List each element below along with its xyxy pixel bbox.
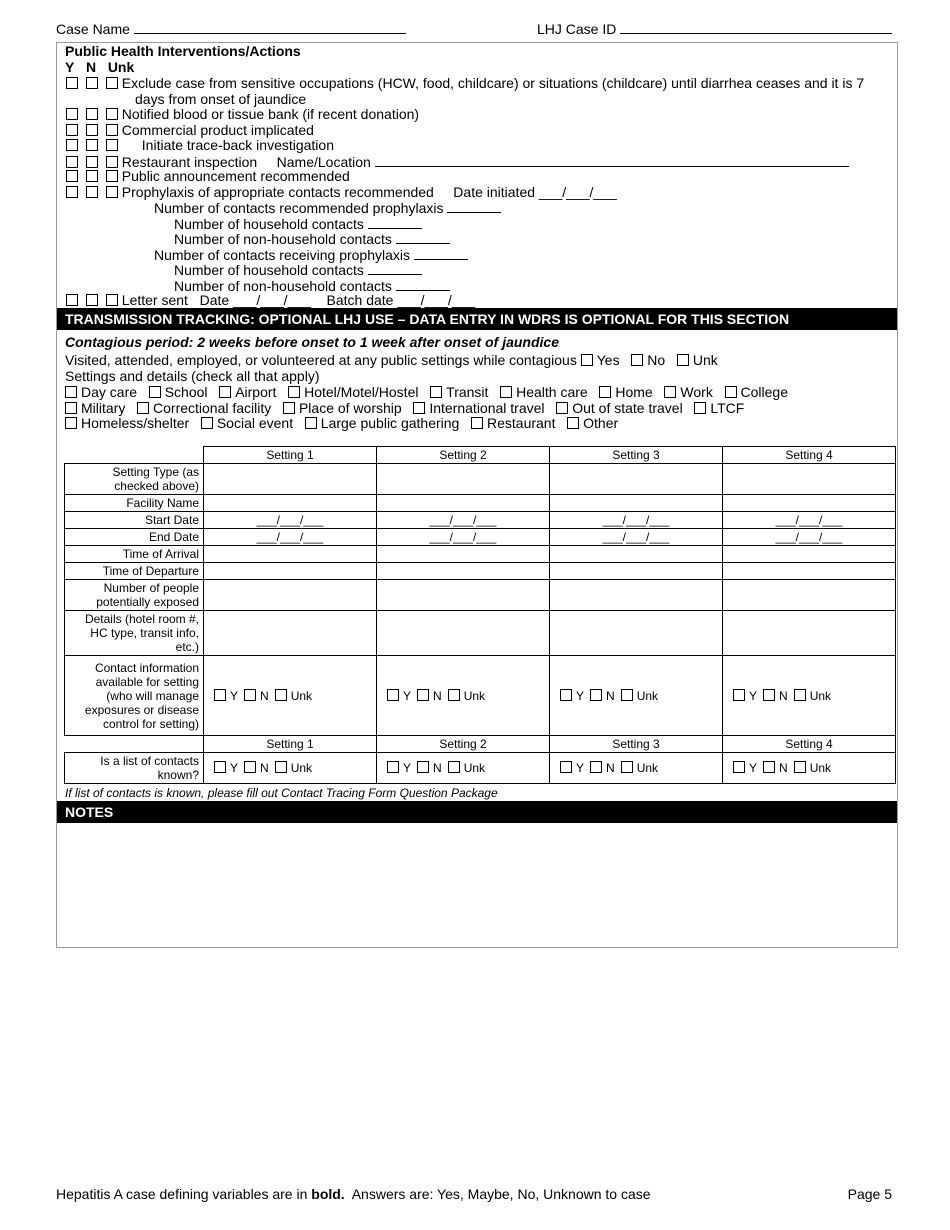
row-label-type: Setting Type (as checked above) xyxy=(65,464,204,495)
case-name-label: Case Name xyxy=(56,21,130,37)
exclude-unk-checkbox[interactable] xyxy=(106,77,118,89)
cell-input[interactable] xyxy=(723,563,896,580)
airport-label: Airport xyxy=(235,384,277,400)
y-label: Y xyxy=(749,688,758,703)
blood-unk-checkbox[interactable] xyxy=(106,108,118,120)
cell-input[interactable] xyxy=(723,580,896,611)
unk-checkbox[interactable] xyxy=(275,761,287,773)
rec-nonhousehold xyxy=(174,230,450,247)
form-header xyxy=(56,20,896,38)
unk-label: Unk xyxy=(636,761,659,775)
contacts-receiving-label: Number of contacts receiving prophylaxis xyxy=(154,247,411,263)
settings-label: Settings and details (check all that apply) xyxy=(65,368,320,384)
hotel-label: Hotel/Motel/Hostel xyxy=(304,384,419,400)
end-date-cell[interactable]: ___/___/___ xyxy=(377,529,550,546)
y-checkbox[interactable] xyxy=(560,689,572,701)
traceback-text: Initiate trace-back investigation xyxy=(141,137,334,153)
cell-input[interactable] xyxy=(723,495,896,512)
end-date-cell[interactable]: ___/___/___ xyxy=(550,529,723,546)
cell-input[interactable] xyxy=(550,495,723,512)
intervention-letter xyxy=(66,292,475,308)
n-checkbox[interactable] xyxy=(244,689,256,701)
contact-tracing-note: If list of contacts is known, please fill out Contact Tracing Form Question Package xyxy=(65,786,498,800)
col-n: N xyxy=(86,59,97,75)
large-gathering-checkbox[interactable] xyxy=(305,417,317,429)
contacts-recommended-label: Number of contacts recommended prophylaxis xyxy=(154,200,444,216)
unk-label: Unk xyxy=(809,761,832,775)
row-label-facility: Facility Name xyxy=(65,495,204,512)
n-checkbox[interactable] xyxy=(417,689,429,701)
cell-input[interactable] xyxy=(550,611,723,656)
y-checkbox[interactable] xyxy=(733,689,745,701)
letter-y-checkbox[interactable] xyxy=(66,294,78,306)
commercial-n-checkbox[interactable] xyxy=(86,124,98,136)
rec-nonhousehold-label: Number of non-household contacts xyxy=(174,231,392,247)
unk-label: Unk xyxy=(809,688,832,703)
y-label: Y xyxy=(230,688,239,703)
unk-checkbox[interactable] xyxy=(794,761,806,773)
traceback-unk-checkbox[interactable] xyxy=(106,139,118,151)
case-name-field[interactable] xyxy=(56,20,406,37)
intervention-exclude xyxy=(66,75,864,91)
commercial-text: Commercial product implicated xyxy=(121,122,314,138)
homeless-checkbox[interactable] xyxy=(65,417,77,429)
row-label-departure: Time of Departure xyxy=(65,563,204,580)
cell-input[interactable] xyxy=(377,495,550,512)
cell-input[interactable] xyxy=(204,611,377,656)
prophylaxis-date-label: Date initiated xyxy=(453,184,536,200)
footer-bold: bold. xyxy=(311,1186,345,1202)
out-of-state-label: Out of state travel xyxy=(572,400,683,416)
footer-note xyxy=(56,1186,651,1202)
table-row xyxy=(65,753,896,784)
table-header-row xyxy=(65,447,896,464)
cell-input[interactable] xyxy=(723,464,896,495)
hotel-checkbox[interactable] xyxy=(288,386,300,398)
contacts-recommended xyxy=(154,199,501,216)
footer-pre: Hepatitis A case defining variables are in xyxy=(56,1186,312,1202)
intervention-prophylaxis xyxy=(66,184,617,200)
healthcare-checkbox[interactable] xyxy=(500,386,512,398)
recv-nonhousehold-field[interactable] xyxy=(396,277,450,291)
col-y: Y xyxy=(65,59,75,75)
y-checkbox[interactable] xyxy=(733,761,745,773)
unk-label: Unk xyxy=(463,761,486,775)
cell-input[interactable] xyxy=(204,464,377,495)
out-of-state-checkbox[interactable] xyxy=(556,402,568,414)
n-checkbox[interactable] xyxy=(763,761,775,773)
notes-area[interactable] xyxy=(57,823,897,947)
batch-date-label: Batch date xyxy=(326,292,394,308)
cell-input[interactable] xyxy=(204,580,377,611)
home-checkbox[interactable] xyxy=(599,386,611,398)
intervention-commercial xyxy=(66,122,314,138)
large-gathering-label: Large public gathering xyxy=(320,415,460,431)
contact-info-ynu xyxy=(723,656,896,736)
batch-date-field[interactable]: ___/___/___ xyxy=(397,292,476,308)
visited-text: Visited, attended, employed, or volunteered at any public settings while contagious xyxy=(65,352,577,368)
visited-question xyxy=(65,352,718,368)
transmission-bar: TRANSMISSION TRACKING: OPTIONAL LHJ USE – DATA ENTRY IN WDRS IS OPTIONAL FOR THIS SECTION xyxy=(57,308,897,330)
settings-table xyxy=(64,446,896,784)
cell-input[interactable] xyxy=(550,580,723,611)
visited-yes-label: Yes xyxy=(596,352,620,368)
recv-household-label: Number of household contacts xyxy=(174,262,364,278)
page-number: Page 5 xyxy=(847,1186,892,1202)
y-checkbox[interactable] xyxy=(387,689,399,701)
row-label-list-known: Is a list of contacts known? xyxy=(65,753,204,784)
n-checkbox[interactable] xyxy=(417,761,429,773)
restaurant-name-field[interactable] xyxy=(375,153,849,167)
unk-label: Unk xyxy=(290,688,313,703)
y-checkbox[interactable] xyxy=(560,761,572,773)
recv-household xyxy=(174,261,422,278)
blood-y-checkbox[interactable] xyxy=(66,108,78,120)
restaurant-y-checkbox[interactable] xyxy=(66,156,78,168)
rec-household-field[interactable] xyxy=(368,215,422,229)
y-checkbox[interactable] xyxy=(387,761,399,773)
start-date-cell[interactable]: ___/___/___ xyxy=(550,512,723,529)
prophylaxis-unk-checkbox[interactable] xyxy=(106,186,118,198)
unk-checkbox[interactable] xyxy=(448,689,460,701)
start-date-cell[interactable]: ___/___/___ xyxy=(204,512,377,529)
y-label: Y xyxy=(403,688,412,703)
letter-n-checkbox[interactable] xyxy=(86,294,98,306)
prophylaxis-n-checkbox[interactable] xyxy=(86,186,98,198)
other-label: Other xyxy=(583,415,619,431)
setting-2-header: Setting 2 xyxy=(377,447,550,464)
table-row xyxy=(65,512,896,529)
list-known-ynu xyxy=(550,753,723,784)
visited-unk-checkbox[interactable] xyxy=(677,354,689,366)
transit-checkbox[interactable] xyxy=(430,386,442,398)
intl-travel-checkbox[interactable] xyxy=(413,402,425,414)
cell-input[interactable] xyxy=(204,546,377,563)
settings-row-3 xyxy=(65,415,618,431)
rec-nonhousehold-field[interactable] xyxy=(396,230,450,244)
end-date-cell[interactable]: ___/___/___ xyxy=(204,529,377,546)
intl-travel-label: International travel xyxy=(429,400,545,416)
notes-bar: NOTES xyxy=(57,801,897,823)
work-label: Work xyxy=(680,384,713,400)
interventions-title: Public Health Interventions/Actions xyxy=(65,43,301,59)
college-label: College xyxy=(740,384,788,400)
unk-label: Unk xyxy=(290,761,313,775)
prophylaxis-y-checkbox[interactable] xyxy=(66,186,78,198)
exclude-text-cont: days from onset of jaundice xyxy=(135,91,307,107)
ltcf-checkbox[interactable] xyxy=(694,402,706,414)
y-checkbox[interactable] xyxy=(214,689,226,701)
visited-no-checkbox[interactable] xyxy=(631,354,643,366)
settings-row-1 xyxy=(65,384,788,400)
y-label: Y xyxy=(403,761,412,775)
table-row xyxy=(65,529,896,546)
cell-input[interactable] xyxy=(377,563,550,580)
announce-unk-checkbox[interactable] xyxy=(106,170,118,182)
y-checkbox[interactable] xyxy=(214,761,226,773)
setting-4-header: Setting 4 xyxy=(723,736,896,753)
n-label: N xyxy=(433,688,442,703)
footer-post: Answers are: Yes, Maybe, No, Unknown to case xyxy=(344,1186,651,1202)
n-checkbox[interactable] xyxy=(763,689,775,701)
letter-date-field[interactable]: ___/___/___ xyxy=(233,292,311,308)
contagious-period: Contagious period: 2 weeks before onset to 1 week after onset of jaundice xyxy=(65,334,559,350)
school-label: School xyxy=(164,384,208,400)
end-date-cell[interactable]: ___/___/___ xyxy=(723,529,896,546)
table-row xyxy=(65,464,896,495)
y-label: Y xyxy=(576,761,585,775)
college-checkbox[interactable] xyxy=(725,386,737,398)
worship-label: Place of worship xyxy=(298,400,402,416)
n-checkbox[interactable] xyxy=(590,689,602,701)
recv-household-field[interactable] xyxy=(368,261,422,275)
row-label-start: Start Date xyxy=(65,512,204,529)
cell-input[interactable] xyxy=(723,546,896,563)
table-row xyxy=(65,580,896,611)
exclude-n-checkbox[interactable] xyxy=(86,77,98,89)
prophylaxis-text: Prophylaxis of appropriate contacts recommended xyxy=(121,184,434,200)
y-label: Y xyxy=(749,761,758,775)
letter-unk-checkbox[interactable] xyxy=(106,294,118,306)
unk-label: Unk xyxy=(636,688,659,703)
n-checkbox[interactable] xyxy=(244,761,256,773)
school-checkbox[interactable] xyxy=(149,386,161,398)
correctional-label: Correctional facility xyxy=(153,400,272,416)
setting-1-header: Setting 1 xyxy=(204,447,377,464)
unk-checkbox[interactable] xyxy=(275,689,287,701)
contact-info-ynu xyxy=(204,656,377,736)
visited-no-label: No xyxy=(647,352,666,368)
setting-3-header: Setting 3 xyxy=(550,736,723,753)
social-event-checkbox[interactable] xyxy=(201,417,213,429)
table-row xyxy=(65,495,896,512)
intervention-traceback xyxy=(66,137,334,153)
list-known-ynu xyxy=(723,753,896,784)
lhj-case-id-field[interactable] xyxy=(537,20,892,37)
transit-label: Transit xyxy=(446,384,489,400)
col-unk: Unk xyxy=(107,59,135,75)
unk-checkbox[interactable] xyxy=(448,761,460,773)
unk-checkbox[interactable] xyxy=(621,689,633,701)
daycare-label: Day care xyxy=(81,384,138,400)
cell-input[interactable] xyxy=(550,464,723,495)
intervention-blood-bank xyxy=(66,106,419,122)
letter-text: Letter sent xyxy=(121,292,188,308)
n-label: N xyxy=(606,688,615,703)
contact-info-ynu xyxy=(550,656,723,736)
worship-checkbox[interactable] xyxy=(283,402,295,414)
table-row xyxy=(65,656,896,736)
cell-input[interactable] xyxy=(550,546,723,563)
row-label-contact-info: Contact information available for setting (who will manage exposures or disease control for setting) xyxy=(65,656,204,736)
setting-4-header: Setting 4 xyxy=(723,447,896,464)
y-label: Y xyxy=(230,761,239,775)
homeless-label: Homeless/shelter xyxy=(81,415,190,431)
commercial-y-checkbox[interactable] xyxy=(66,124,78,136)
prophylaxis-date-field[interactable]: ___/___/___ xyxy=(538,184,617,200)
ltcf-label: LTCF xyxy=(710,400,745,416)
y-label: Y xyxy=(576,688,585,703)
lhj-case-id-label: LHJ Case ID xyxy=(537,21,617,37)
table-subheader-row xyxy=(65,736,896,753)
restaurant-unk-checkbox[interactable] xyxy=(106,156,118,168)
cell-input[interactable] xyxy=(377,611,550,656)
blood-n-checkbox[interactable] xyxy=(86,108,98,120)
cell-input[interactable] xyxy=(204,495,377,512)
n-label: N xyxy=(260,688,269,703)
correctional-checkbox[interactable] xyxy=(137,402,149,414)
cell-input[interactable] xyxy=(550,563,723,580)
social-event-label: Social event xyxy=(216,415,294,431)
setting-1-header: Setting 1 xyxy=(204,736,377,753)
ynu-header xyxy=(65,59,134,75)
start-date-cell[interactable]: ___/___/___ xyxy=(377,512,550,529)
restaurant-checkbox[interactable] xyxy=(471,417,483,429)
table-row xyxy=(65,546,896,563)
n-label: N xyxy=(433,761,442,775)
commercial-unk-checkbox[interactable] xyxy=(106,124,118,136)
exclude-text: Exclude case from sensitive occupations (HCW, food, childcare) or situations (childcare) until diarrhea ceases and it is 7 xyxy=(121,75,865,91)
blood-text: Notified blood or tissue bank (if recent donation) xyxy=(121,106,420,122)
recv-nonhousehold-label: Number of non-household contacts xyxy=(174,278,392,294)
unk-label: Unk xyxy=(463,688,486,703)
unk-checkbox[interactable] xyxy=(794,689,806,701)
restaurant-label: Restaurant xyxy=(487,415,556,431)
restaurant-n-checkbox[interactable] xyxy=(86,156,98,168)
n-checkbox[interactable] xyxy=(590,761,602,773)
letter-date-label: Date xyxy=(199,292,230,308)
setting-2-header: Setting 2 xyxy=(377,736,550,753)
unk-checkbox[interactable] xyxy=(621,761,633,773)
cell-input[interactable] xyxy=(723,611,896,656)
visited-yes-checkbox[interactable] xyxy=(581,354,593,366)
restaurant-text: Restaurant inspection xyxy=(121,154,258,170)
row-label-arrival: Time of Arrival xyxy=(65,546,204,563)
list-known-ynu xyxy=(204,753,377,784)
exclude-y-checkbox[interactable] xyxy=(66,77,78,89)
restaurant-name-label: Name/Location xyxy=(276,154,371,170)
airport-checkbox[interactable] xyxy=(219,386,231,398)
table-row xyxy=(65,611,896,656)
traceback-n-checkbox[interactable] xyxy=(86,139,98,151)
n-label: N xyxy=(260,761,269,775)
cell-input[interactable] xyxy=(377,580,550,611)
cell-input[interactable] xyxy=(377,546,550,563)
healthcare-label: Health care xyxy=(516,384,588,400)
n-label: N xyxy=(606,761,615,775)
cell-input[interactable] xyxy=(377,464,550,495)
n-label: N xyxy=(779,688,788,703)
military-label: Military xyxy=(81,400,126,416)
traceback-y-checkbox[interactable] xyxy=(66,139,78,151)
start-date-cell[interactable]: ___/___/___ xyxy=(723,512,896,529)
list-known-ynu xyxy=(377,753,550,784)
daycare-checkbox[interactable] xyxy=(65,386,77,398)
announce-text: Public announcement recommended xyxy=(121,168,350,184)
rec-household-label: Number of household contacts xyxy=(174,216,364,232)
military-checkbox[interactable] xyxy=(65,402,77,414)
row-label-details: Details (hotel room #, HC type, transit info, etc.) xyxy=(65,611,204,656)
visited-unk-label: Unk xyxy=(692,352,718,368)
home-label: Home xyxy=(615,384,653,400)
row-label-people: Number of people potentially exposed xyxy=(65,580,204,611)
other-checkbox[interactable] xyxy=(567,417,579,429)
table-row xyxy=(65,563,896,580)
announce-y-checkbox[interactable] xyxy=(66,170,78,182)
contacts-receiving-field[interactable] xyxy=(414,246,468,260)
contact-info-ynu xyxy=(377,656,550,736)
intervention-announcement xyxy=(66,168,350,184)
contacts-recommended-field[interactable] xyxy=(447,199,501,213)
row-label-end: End Date xyxy=(65,529,204,546)
settings-row-2 xyxy=(65,400,744,416)
setting-3-header: Setting 3 xyxy=(550,447,723,464)
n-label: N xyxy=(779,761,788,775)
announce-n-checkbox[interactable] xyxy=(86,170,98,182)
cell-input[interactable] xyxy=(204,563,377,580)
work-checkbox[interactable] xyxy=(664,386,676,398)
